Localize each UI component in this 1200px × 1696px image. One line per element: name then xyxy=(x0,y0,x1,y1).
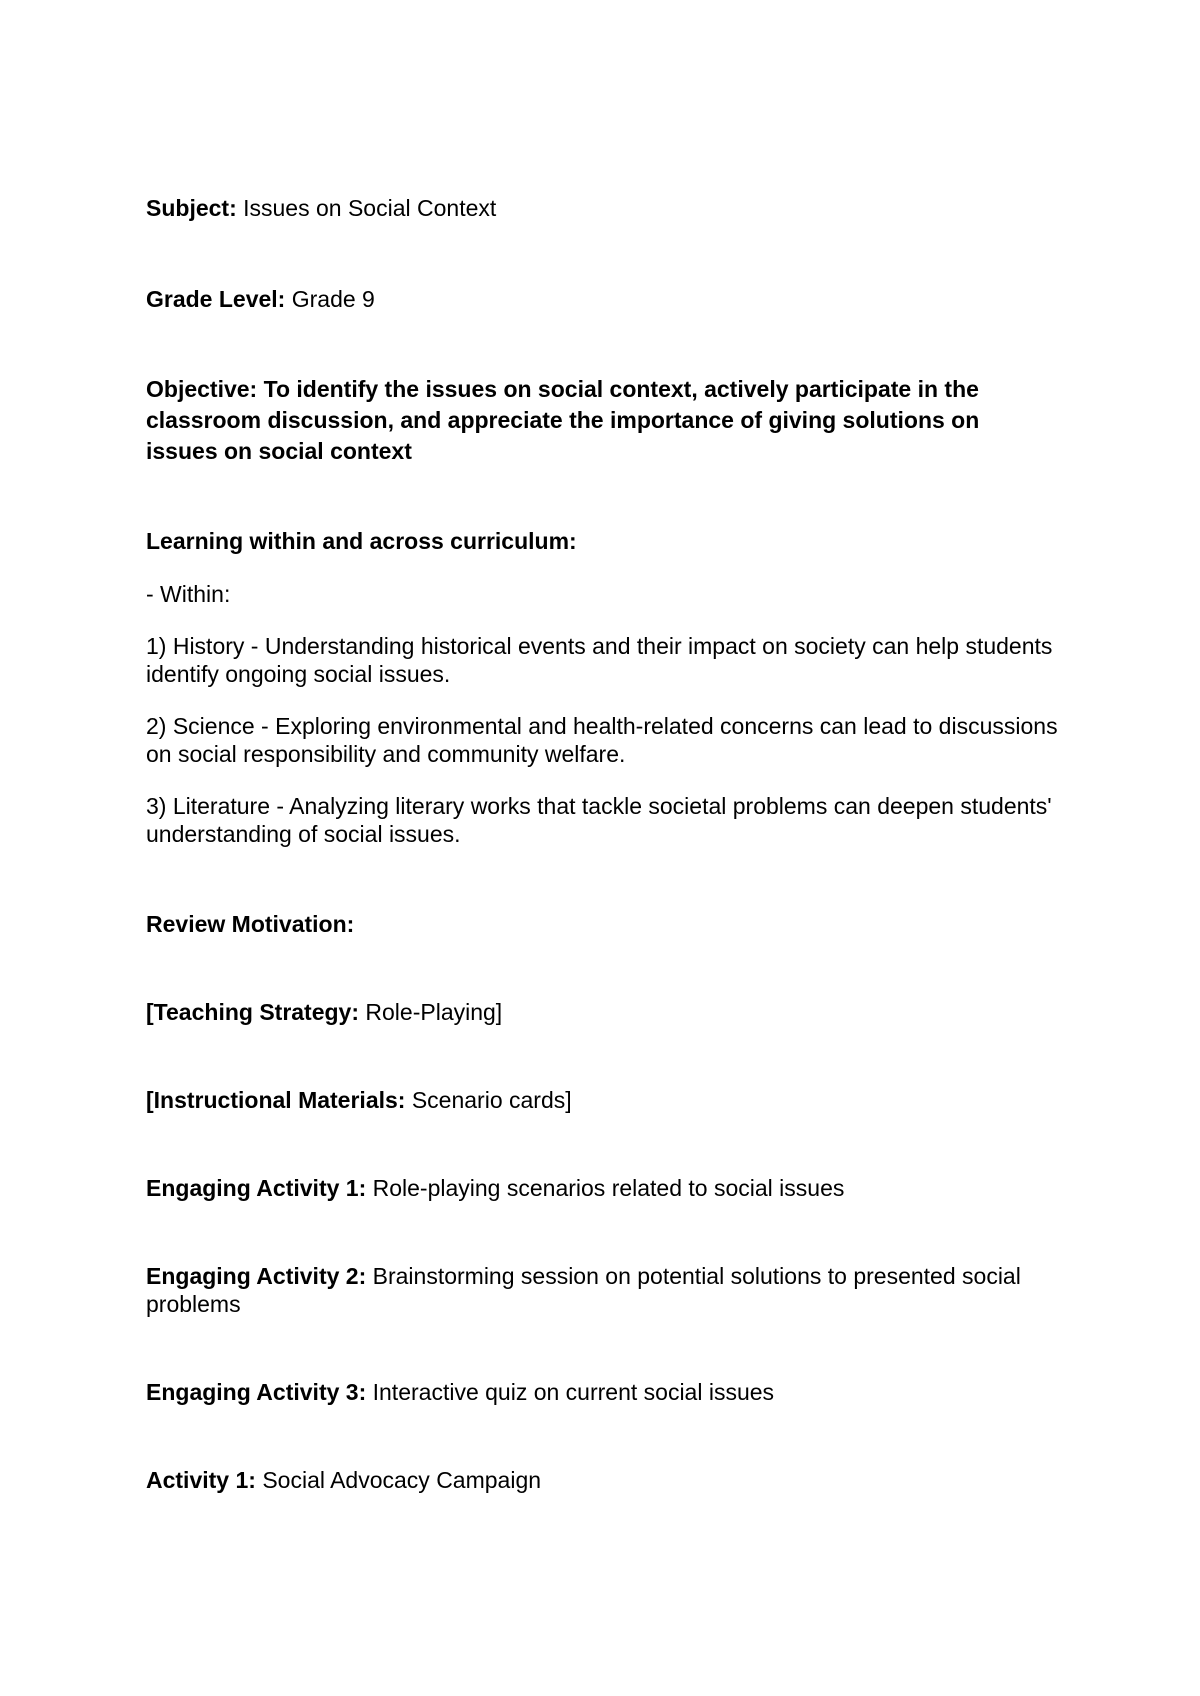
subject-line xyxy=(146,194,496,222)
within-label: - Within: xyxy=(146,581,231,607)
document-page xyxy=(146,0,1066,1696)
objective-paragraph xyxy=(146,374,1046,467)
teaching-strategy-line xyxy=(146,998,502,1026)
grade-level-line xyxy=(146,285,375,313)
engaging-activity-1-value: Role-playing scenarios related to social issues xyxy=(366,1175,845,1201)
engaging-activity-3-label: Engaging Activity 3: xyxy=(146,1379,367,1405)
teaching-strategy-label: Teaching Strategy: xyxy=(153,999,360,1025)
grade-level-value: Grade 9 xyxy=(285,286,375,312)
objective-label: Objective: xyxy=(146,376,258,402)
instructional-materials-bracket: [ xyxy=(146,1087,154,1113)
engaging-activity-3-value: Interactive quiz on current social issues xyxy=(366,1379,775,1405)
instructional-materials-line xyxy=(146,1086,572,1114)
activity-1-label: Activity 1: xyxy=(146,1467,256,1493)
engaging-activity-1-line xyxy=(146,1174,844,1202)
engaging-activity-2-paragraph xyxy=(146,1262,1066,1318)
subject-value: Issues on Social Context xyxy=(236,195,497,221)
learning-item-history: 1) History - Understanding historical events and their impact on society can help students identify ongoing social issues. xyxy=(146,633,1053,687)
instructional-materials-label: Instructional Materials: xyxy=(153,1087,406,1113)
engaging-activity-3-line xyxy=(146,1378,774,1406)
objective-value: To identify the issues on social context, actively participate in the classroom discussion, and appreciate the importance of giving solutions on issues on social context xyxy=(146,376,980,464)
review-motivation-heading: Review Motivation: xyxy=(146,911,355,937)
activity-1-value: Social Advocacy Campaign xyxy=(255,1467,542,1493)
learning-item-literature: 3) Literature - Analyzing literary works that tackle societal problems can deepen students' understanding of social issues. xyxy=(146,793,1052,847)
learning-heading: Learning within and across curriculum: xyxy=(146,528,577,554)
engaging-activity-1-label: Engaging Activity 1: xyxy=(146,1175,367,1201)
learning-item-science: 2) Science - Exploring environmental and health-related concerns can lead to discussions on social responsibility and community welfare. xyxy=(146,713,1058,767)
engaging-activity-2-label: Engaging Activity 2: xyxy=(146,1263,367,1289)
teaching-strategy-bracket: [ xyxy=(146,999,154,1025)
subject-label: Subject: xyxy=(146,195,237,221)
teaching-strategy-value: Role-Playing] xyxy=(359,999,503,1025)
activity-1-line xyxy=(146,1466,541,1494)
engaging-activity-2-value: Brainstorming session on potential solutions to presented social problems xyxy=(146,1263,1021,1317)
grade-level-label: Grade Level: xyxy=(146,286,286,312)
instructional-materials-value: Scenario cards] xyxy=(405,1087,572,1113)
